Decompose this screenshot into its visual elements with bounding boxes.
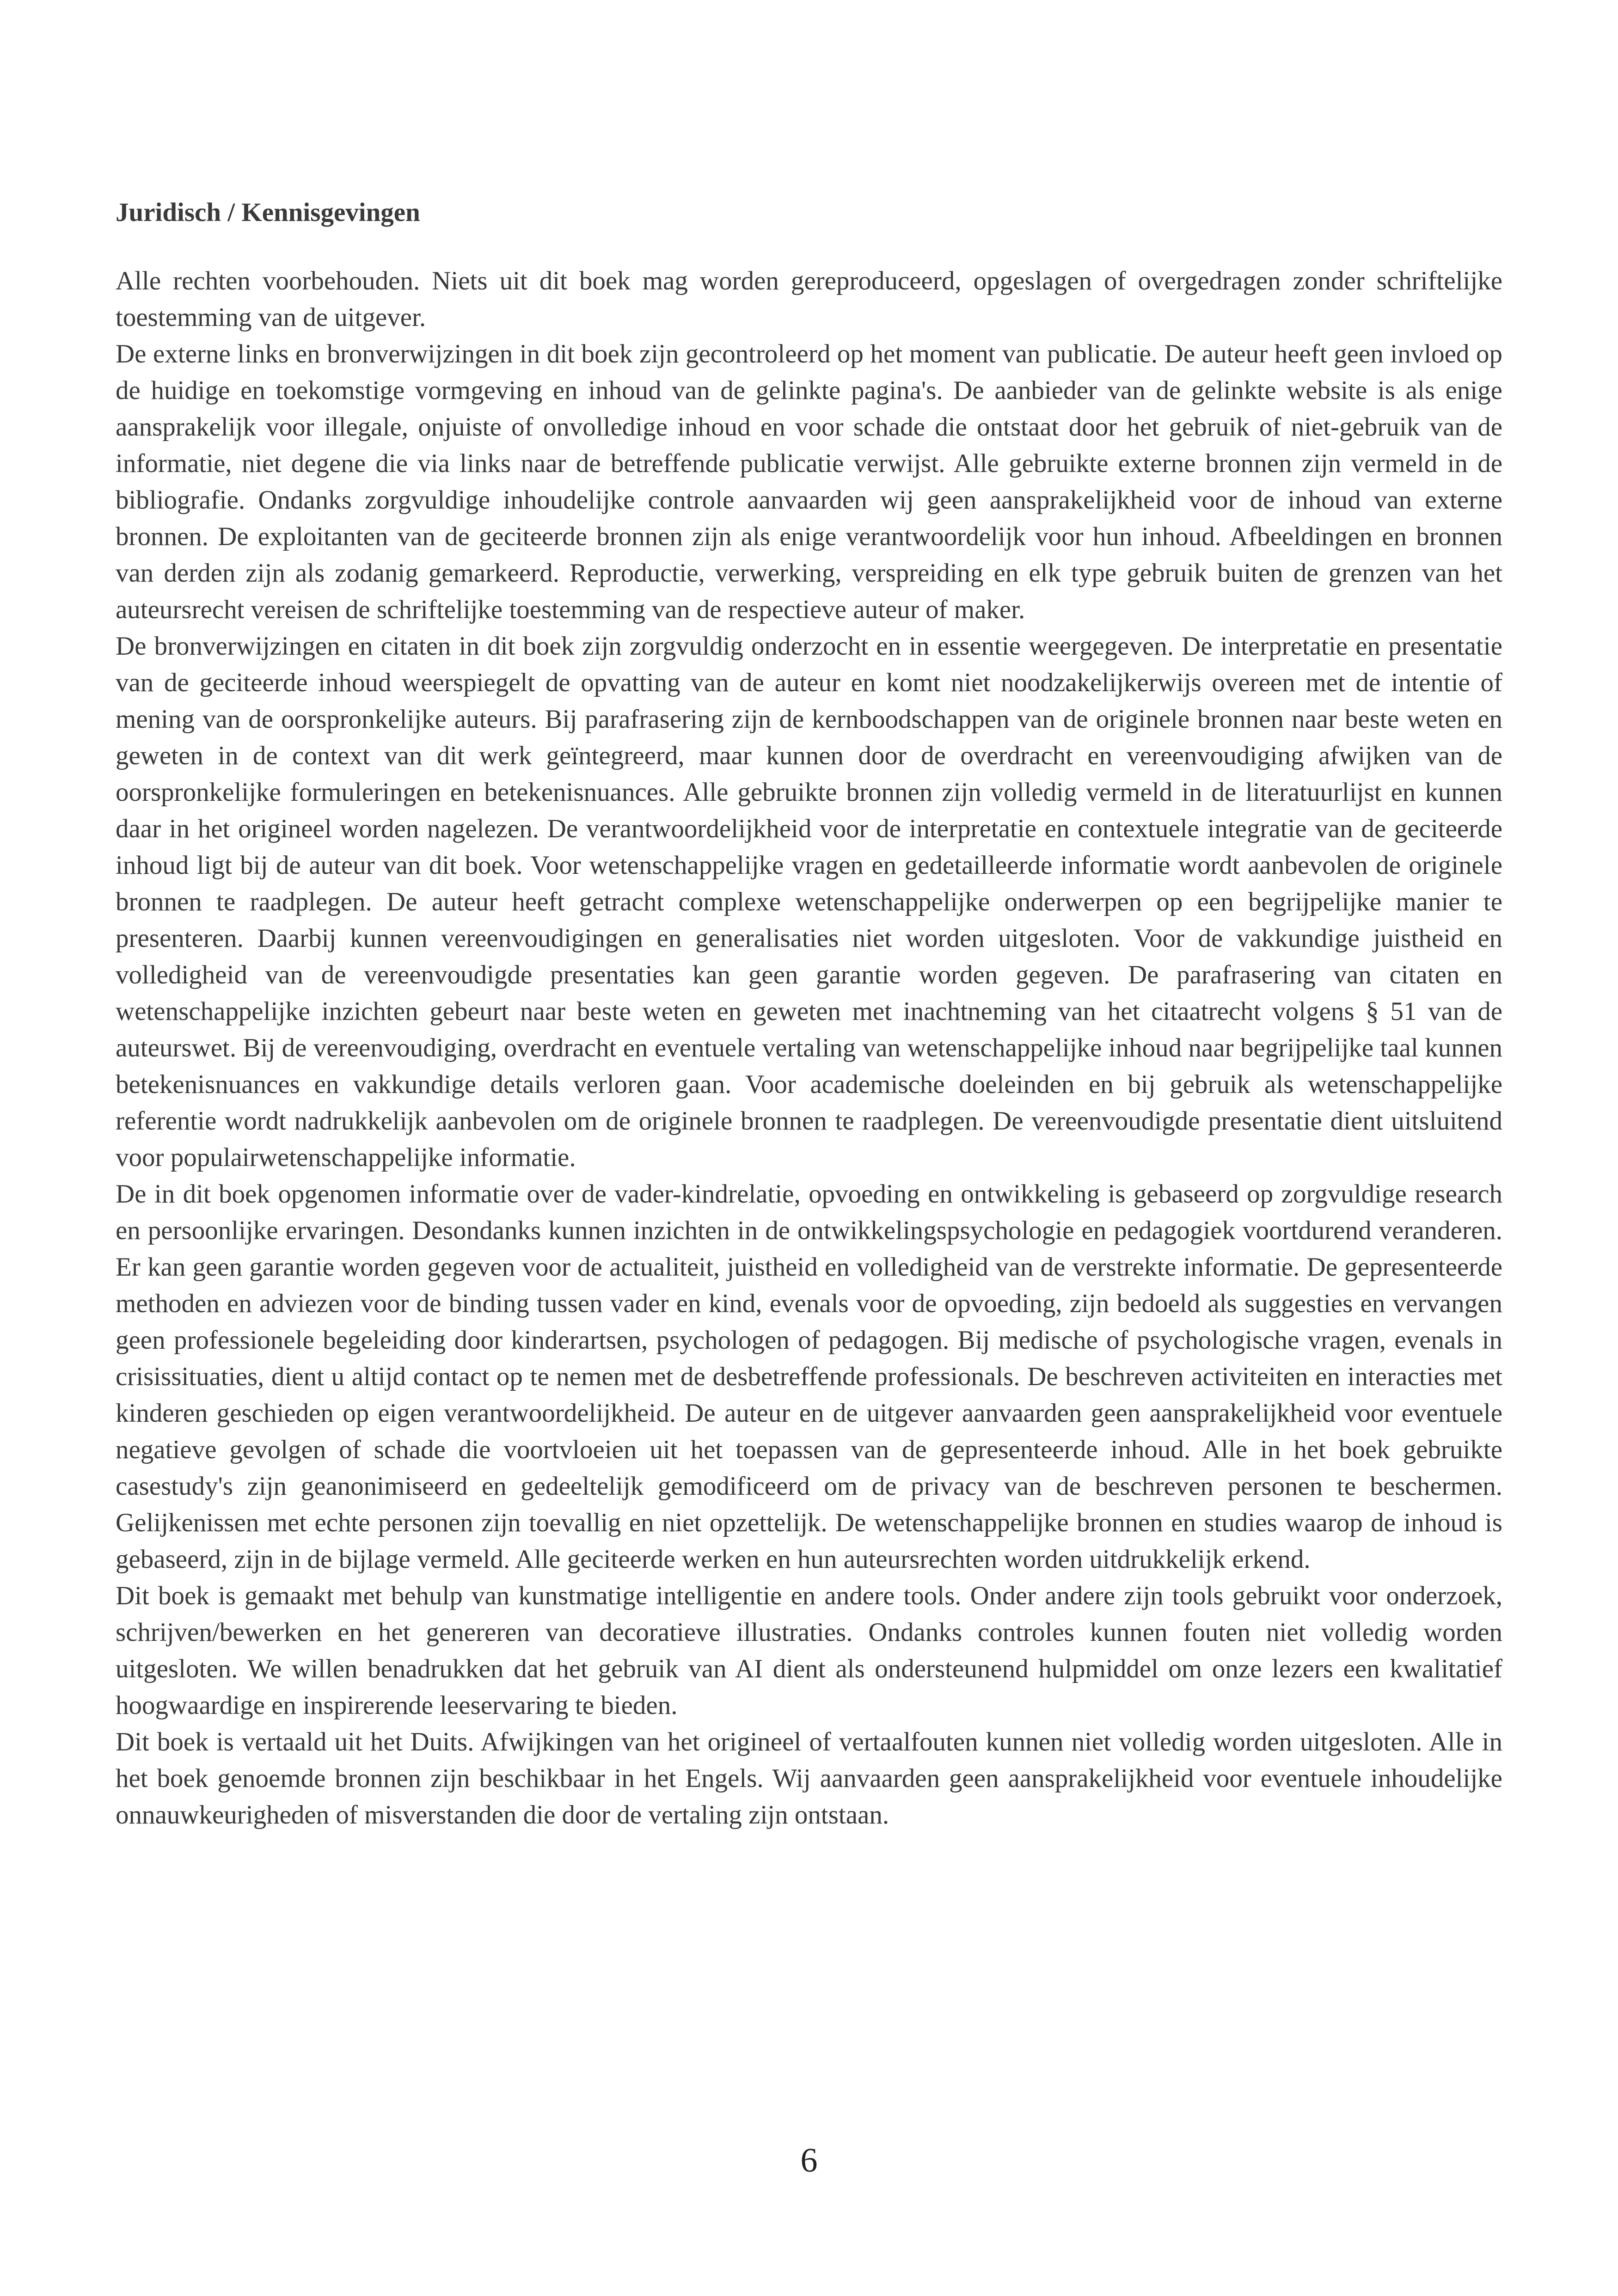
paragraph-citations: De bronverwijzingen en citaten in dit boek zijn zorgvuldig onderzocht en in essentie weergegeven. De interpretatie en presentatie van de geciteerde inhoud weerspiegelt de opvatting van de auteur en komt niet noodzakelijkerwijs overeen met de intentie of mening van de oorspronkelijke auteurs. Bij parafrasering zijn de kernboodschappen van de originele bronnen naar beste weten en geweten in de context van dit werk geïntegreerd, maar kunnen door de overdracht en vereenvoudiging afwijken van de oorspronkelijke formuleringen en betekenisnuances. Alle gebruikte bronnen zijn volledig vermeld in de literatuurlijst en kunnen daar in het origineel worden nagelezen. De verantwoordelijkheid voor de interpretatie en contextuele integratie van de geciteerde inhoud ligt bij de auteur van dit boek. Voor wetenschappelijke vragen en gedetailleerde informatie wordt aanbevolen de originele bronnen te raadplegen. De auteur heeft getracht complexe wetenschappelijke onderwerpen op een begrijpelijke manier te presenteren. Daarbij kunnen vereenvoudigingen en generalisaties niet worden uitgesloten. Voor de vakkundige juistheid en volledigheid van de vereenvoudigde presentaties kan geen garantie worden gegeven. De parafrasering van citaten en wetenschappelijke inzichten gebeurt naar beste weten en geweten met inachtneming van het citaatrecht volgens § 51 van de auteurswet. Bij de vereenvoudiging, overdracht en eventuele vertaling van wetenschappelijke inhoud naar begrijpelijke taal kunnen betekenisnuances en vakkundige details verloren gaan. Voor academische doeleinden en bij gebruik als wetenschappelijke referentie wordt nadrukkelijk aanbevolen om de originele bronnen te raadplegen. De vereenvoudigde presentatie dient uitsluitend voor populairwetenschappelijke informatie. [116,632,1502,1172]
paragraph-translation: Dit boek is vertaald uit het Duits. Afwijkingen van het origineel of vertaalfouten kunnen niet volledig worden uitgesloten. Alle in het boek genoemde bronnen zijn beschikbaar in het Engels. Wij aanvaarden geen aansprakelijkheid voor eventuele inhoudelijke onnauwkeurigheden of misverstanden die door de vertaling zijn ontstaan. [116,1727,1502,1829]
page-heading: Juridisch / Kennisgevingen [116,198,420,227]
page-number: 6 [800,2142,818,2179]
paragraph-rights: Alle rechten voorbehouden. Niets uit dit boek mag worden gereproduceerd, opgeslagen of overgedragen zonder schriftelijke toestemming van de uitgever. [116,266,1502,332]
paragraph-father-child-info: De in dit boek opgenomen informatie over de vader-kindrelatie, opvoeding en ontwikkeling is gebaseerd op zorgvuldige research en persoonlijke ervaringen. Desondanks kunnen inzichten in de ontwikkelingspsychologie en pedagogiek voortdurend veranderen. Er kan geen garantie worden gegeven voor de actualiteit, juistheid en volledigheid van de verstrekte informatie. De gepresenteerde methoden en adviezen voor de binding tussen vader en kind, evenals voor de opvoeding, zijn bedoeld als suggesties en vervangen geen professionele begeleiding door kinderartsen, psychologen of pedagogen. Bij medische of psychologische vragen, evenals in crisissituaties, dient u altijd contact op te nemen met de desbetreffende professionals. De beschreven activiteiten en interacties met kinderen geschieden op eigen verantwoordelijkheid. De auteur en de uitgever aanvaarden geen aansprakelijkheid voor eventuele negatieve gevolgen of schade die voortvloeien uit het toepassen van de gepresenteerde inhoud. Alle in het boek gebruikte casestudy's zijn geanonimiseerd en gedeeltelijk gemodificeerd om de privacy van de beschreven personen te beschermen. Gelijkenissen met echte personen zijn toevallig en niet opzettelijk. De wetenschappelijke bronnen en studies waarop de inhoud is gebaseerd, zijn in de bijlage vermeld. Alle geciteerde werken en hun auteursrechten worden uitdrukkelijk erkend. [116,1179,1502,1574]
page-content [116,194,1502,1833]
paragraph-ai-tools: Dit boek is gemaakt met behulp van kunstmatige intelligentie en andere tools. Onder andere zijn tools gebruikt voor onderzoek, schrijven/bewerken en het genereren van decoratieve illustraties. Ondanks controles kunnen fouten niet volledig worden uitgesloten. We willen benadrukken dat het gebruik van AI dient als ondersteunend hulpmiddel om onze lezers een kwalitatief hoogwaardige en inspirerende leeservaring te bieden. [116,1581,1502,1720]
paragraph-external-links: De externe links en bronverwijzingen in dit boek zijn gecontroleerd op het moment van publicatie. De auteur heeft geen invloed op de huidige en toekomstige vormgeving en inhoud van de gelinkte pagina's. De aanbieder van de gelinkte website is als enige aansprakelijk voor illegale, onjuiste of onvolledige inhoud en voor schade die ontstaat door het gebruik of niet-gebruik van de informatie, niet degene die via links naar de betreffende publicatie verwijst. Alle gebruikte externe bronnen zijn vermeld in de bibliografie. Ondanks zorgvuldige inhoudelijke controle aanvaarden wij geen aansprakelijkheid voor de inhoud van externe bronnen. De exploitanten van de geciteerde bronnen zijn als enige verantwoordelijk voor hun inhoud. Afbeeldingen en bronnen van derden zijn als zodanig gemarkeerd. Reproductie, verwerking, verspreiding en elk type gebruik buiten de grenzen van het auteursrecht vereisen de schriftelijke toestemming van de respectieve auteur of maker. [116,339,1502,624]
